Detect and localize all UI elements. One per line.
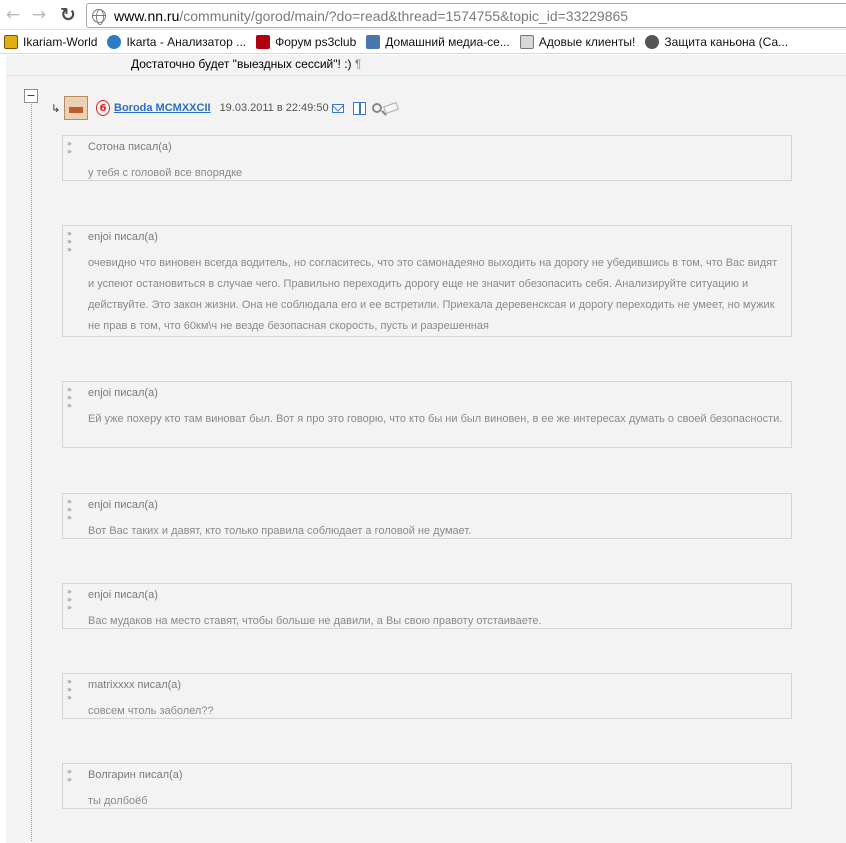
previous-post-text: Достаточно будет "выездных сессий"! :) ¶ <box>131 57 362 71</box>
quote-marks-icon: » » » <box>67 677 72 702</box>
person-icon <box>520 35 534 49</box>
quote-block <box>62 381 792 448</box>
media-icon <box>366 35 380 49</box>
quote-block <box>62 763 792 809</box>
quote-author: matrixxxx писал(а) <box>88 679 182 691</box>
bookmark-adovye-klienty[interactable]: Адовые клиенты! <box>520 35 636 49</box>
bookmark-ps3club[interactable]: Форум ps3club <box>256 35 356 49</box>
ikariam-icon <box>4 35 18 49</box>
quote-block <box>62 135 792 181</box>
quote-block <box>62 583 792 629</box>
gift-icon[interactable] <box>353 102 366 115</box>
quote-author: Волгарин писал(а) <box>88 769 183 781</box>
quote-text: ты долбоёб <box>88 795 148 807</box>
page-content <box>0 55 846 843</box>
bookmark-ikarta[interactable]: Ikarta - Анализатор ... <box>107 35 246 49</box>
search-icon[interactable] <box>372 103 382 113</box>
quote-marks-icon: » » » <box>67 385 72 410</box>
quote-icon[interactable] <box>383 102 399 114</box>
quote-text: Вас мудаков на место ставят, чтобы больше не давили, а Вы свою правоту отстаиваете. <box>88 615 542 627</box>
quote-block <box>62 673 792 719</box>
quote-author: enjoi писал(а) <box>88 589 158 601</box>
bookmark-canyon[interactable]: Защита каньона (Са... <box>645 35 788 49</box>
quote-text: Вот Вас таких и давят, кто только правила соблюдает а головой не думает. <box>88 525 472 537</box>
url-text[interactable]: www.nn.ru/community/gorod/main/?do=read&thread=1574755&topic_id=33229865 <box>114 7 629 24</box>
bookmarks-bar <box>0 31 846 54</box>
forum-thread <box>6 55 846 843</box>
reload-icon[interactable]: ↻ <box>60 4 76 26</box>
quote-author: enjoi писал(а) <box>88 499 158 511</box>
quote-author: enjoi писал(а) <box>88 231 158 243</box>
quote-marks-icon: » » » <box>67 229 72 254</box>
quote-author: enjoi писал(а) <box>88 387 158 399</box>
address-bar[interactable] <box>86 3 846 28</box>
quote-text: совсем чтоль заболел?? <box>88 705 214 717</box>
quote-text: Ей уже похеру кто там виноват был. Вот я про это говорю, что кто бы ни был виновен, в ее же интересах думать о своей безопасности. <box>88 413 783 425</box>
reply-branch-icon: ↳ <box>51 102 61 115</box>
canyon-icon <box>645 35 659 49</box>
quote-block <box>62 225 792 337</box>
quote-marks-icon: » » <box>67 139 72 156</box>
forward-arrow-icon[interactable]: → <box>31 5 47 25</box>
back-arrow-icon[interactable]: ← <box>5 5 21 25</box>
ikarta-icon <box>107 35 121 49</box>
quote-marks-icon: » » » <box>67 497 72 522</box>
quote-text: очевидно что виновен всегда водитель, но согласитесь, что это самонадеяно выходить на дорогу не убедившись в том, что Вас видят и успеют остановиться в случае чего. Правильно переходить дорогу еще не значит обезопасить себя. Анализируйте ситуацию и действуйте. Это закон жизни. Она не соблюдала его и ее встретили. Приехала деревенсксая и дорогу переходить не умеет, но мужик не прав в том, что 60км\ч не везде безопасная скорость, пусть и разрешенная <box>88 257 778 332</box>
quote-text: у тебя с головой все впорядке <box>88 167 243 179</box>
post-header <box>64 95 398 121</box>
quote-block <box>62 493 792 539</box>
avatar[interactable] <box>64 96 88 120</box>
bookmark-media-server[interactable]: Домашний медиа-се... <box>366 35 510 49</box>
thread-tree-line <box>31 101 32 841</box>
quote-marks-icon: » » <box>67 767 72 784</box>
quote-author: Сотона писал(а) <box>88 141 172 153</box>
browser-toolbar <box>0 0 846 30</box>
collapse-button[interactable]: − <box>24 89 38 103</box>
author-link[interactable]: Boroda MCMXXCII <box>114 102 211 114</box>
post-date: 19.03.2011 в 22:49:50 <box>219 102 329 114</box>
bookmark-ikariam-world[interactable]: Ikariam-World <box>4 35 97 49</box>
divider <box>6 75 846 76</box>
mail-icon[interactable] <box>332 104 344 113</box>
rank-badge: 6 <box>96 100 110 116</box>
quote-marks-icon: » » » <box>67 587 72 612</box>
ps3-icon <box>256 35 270 49</box>
pilcrow-icon: ¶ <box>354 57 362 71</box>
globe-icon <box>92 9 106 23</box>
